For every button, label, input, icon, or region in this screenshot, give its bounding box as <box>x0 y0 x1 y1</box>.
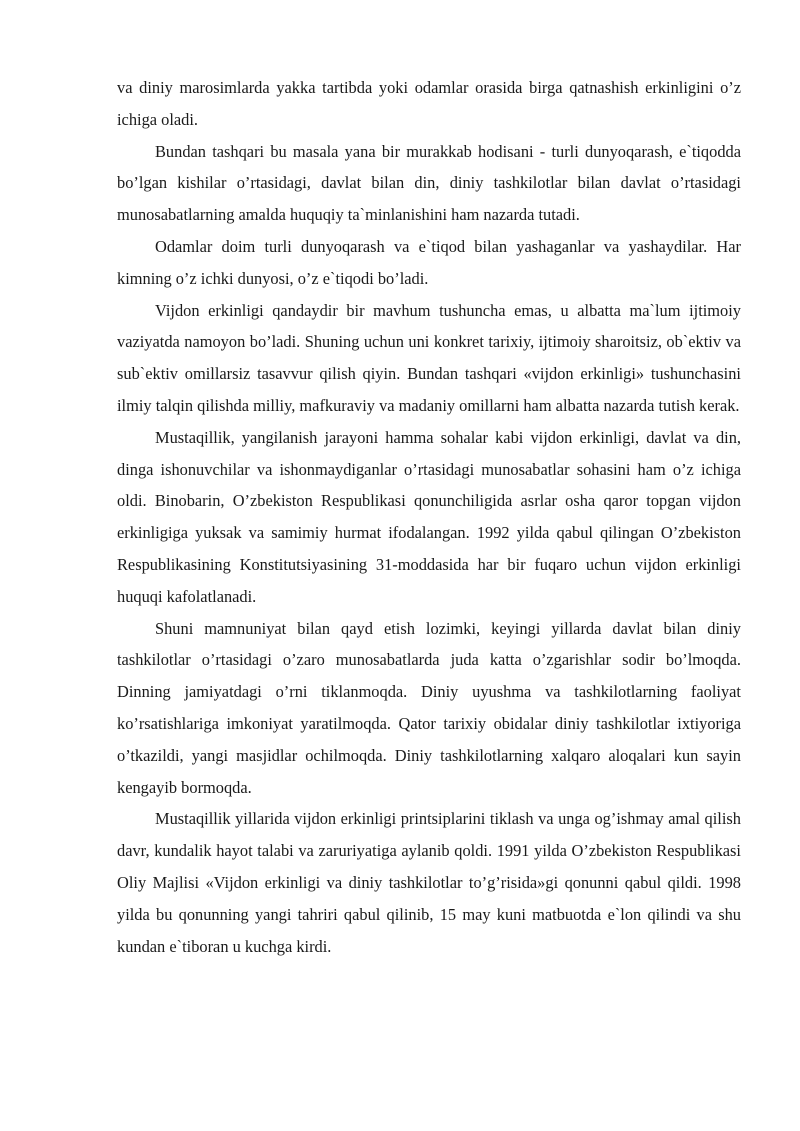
paragraph-1: va diniy marosimlarda yakka tartibda yoki odamlar orasida birga qatnashish erkinligini o’z ichiga oladi. <box>117 78 741 129</box>
paragraph-3: Odamlar doim turli dunyoqarash va e`tiqod bilan yashaganlar va yashaydilar. Har kimning o’z ichki dunyosi, o’z e`tiqodi bo’ladi. <box>117 236 741 288</box>
paragraph-2: Bundan tashqari bu masala yana bir murakkab hodisani - turli dunyoqarash, e`tiqodda bo’lgan kishilar o’rtasidagi, davlat bilan din, diniy tashkilotlar bilan davlat o’rtasidagi munosabatlarning amalda huquqiy ta`minlanishini ham nazarda tutadi. <box>117 141 741 225</box>
paragraph-7: Mustaqillik yillarida vijdon erkinligi printsiplarini tiklash va unga og’ishmay amal qilish davr, kundalik hayot talabi va zaruriyatiga aylanib qoldi. 1991 yilda O’zbekiston Respublikasi Oliy Majlisi «Vijdon erkinligi va diniy tashkilotlar to’g’risida»gi qonunni qabul qildi. 1998 yilda bu qonunning yangi tahriri qabul qilinib, 15 may kuni matbuotda e`lon qilindi va shu kundan e`tiboran u kuchga kirdi. <box>117 809 741 956</box>
paragraph-6: Shuni mamnuniyat bilan qayd etish lozimki, keyingi yillarda davlat bilan diniy tashkilotlar o’rtasidagi o’zaro munosabatlarda juda katta o’zgarishlar sodir bo’lmoqda. Dinning jamiyatdagi o’rni tiklanmoqda. Diniy uyushma va tashkilotlarning faoliyat ko’rsatishlariga imkoniyat yaratilmoqda. Qator tarixiy obidalar diniy tashkilotlar ixtiyoriga o’tkazildi, yangi masjidlar ochilmoqda. Diniy tashkilotlarning xalqaro aloqalari kun sayin kengayib bormoqda. <box>117 618 741 797</box>
paragraph-5: Mustaqillik, yangilanish jarayoni hamma sohalar kabi vijdon erkinligi, davlat va din, dinga ishonuvchilar va ishonmaydiganlar o’rtasidagi munosabatlar sohasini ham o’z ichiga oldi. Binobarin, O’zbekiston Respublikasi qonunchiligida asrlar osha qaror topgan vijdon erkinligiga yuksak va samimiy hurmat ifodalangan. 1992 yilda qabul qilingan O’zbekiston Respublikasining Konstitutsiyasining 31-moddasida har bir fuqaro uchun vijdon erkinligi huquqi kafolatlanadi. <box>117 427 741 606</box>
paragraph-4: Vijdon erkinligi qandaydir bir mavhum tushuncha emas, u albatta ma`lum ijtimoiy vaziyatda namoyon bo’ladi. Shuning uchun uni konkret tarixiy, ijtimoiy sharoitsiz, ob`ektiv va sub`ektiv omillarsiz tasavvur qilish qiyin. Bundan tashqari «vijdon erkinligi» tushunchasini ilmiy talqin qilishda milliy, mafkuraviy va madaniy omillarni ham albatta nazarda tutish kerak. <box>117 300 741 415</box>
document-body <box>117 72 741 962</box>
